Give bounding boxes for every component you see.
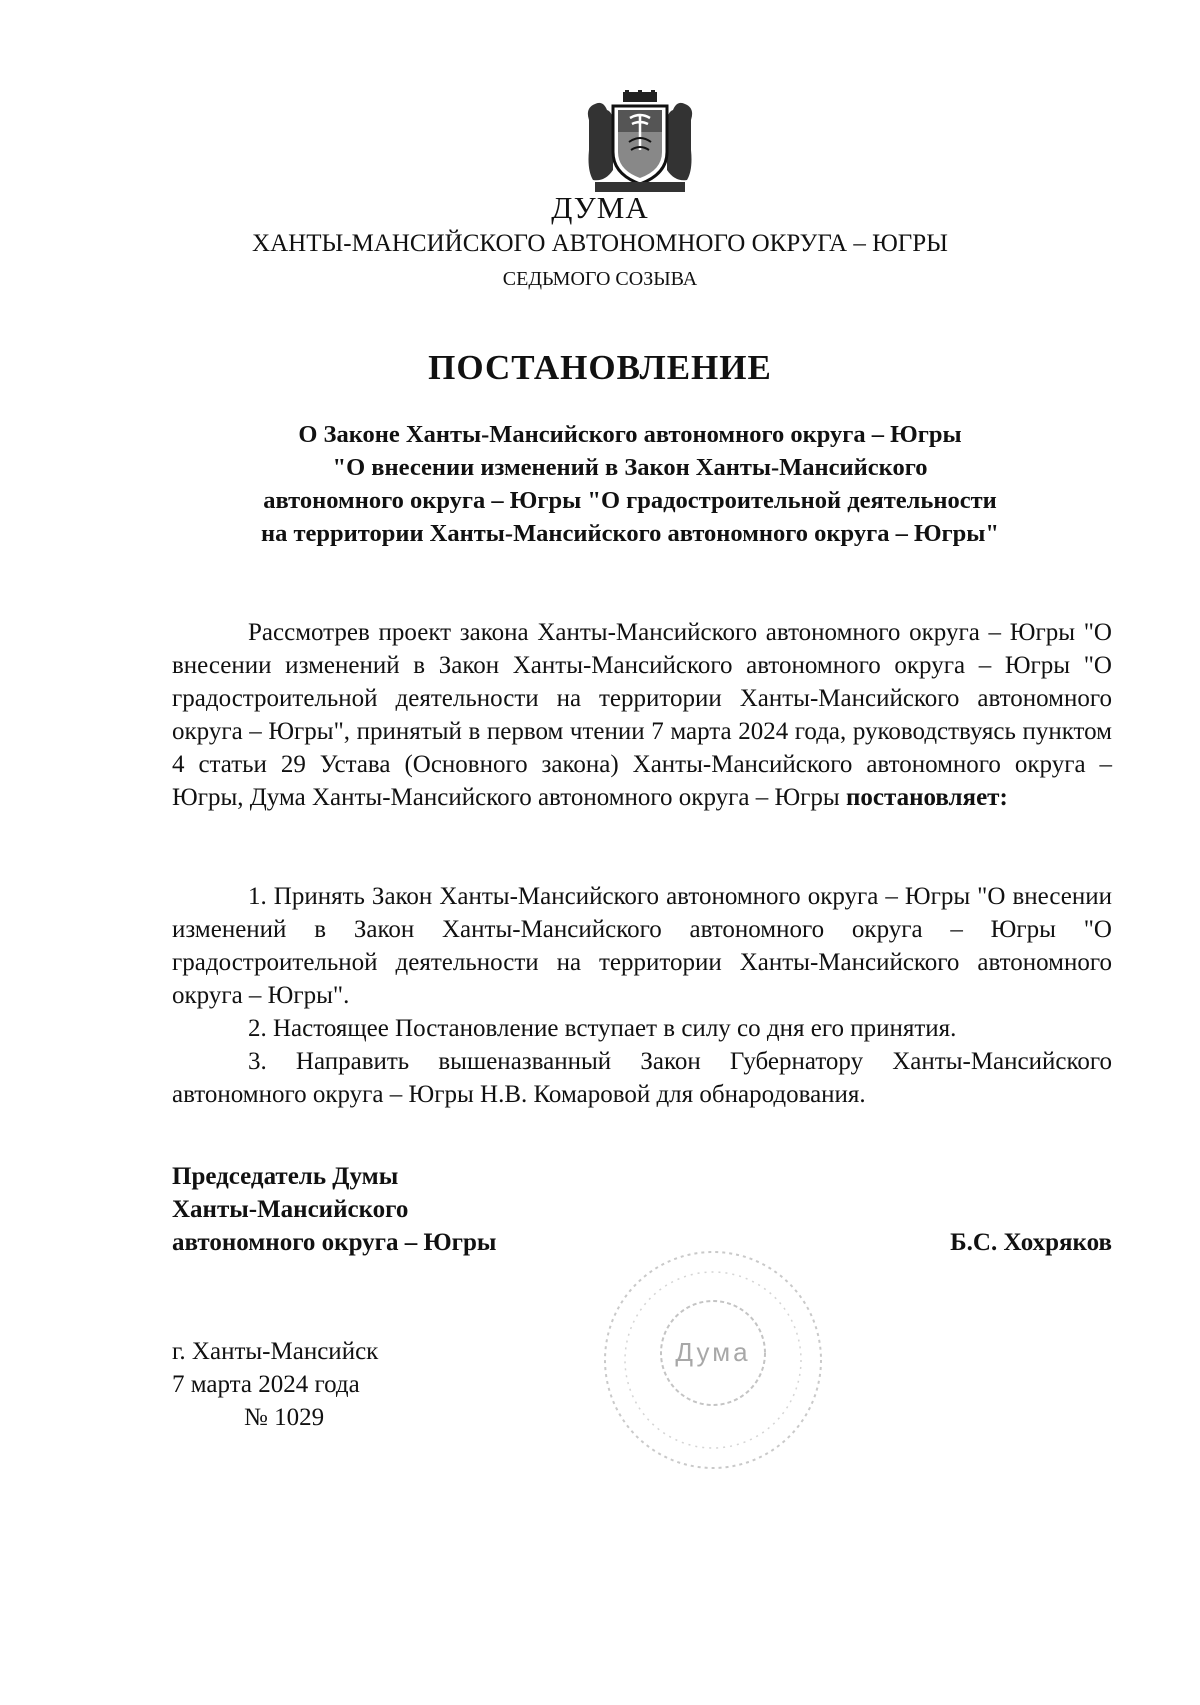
points-list — [172, 880, 1112, 1111]
document-type: ПОСТАНОВЛЕНИЕ — [428, 348, 772, 387]
city: г. Ханты-Мансийск — [172, 1338, 379, 1365]
stamp-text: Дума — [675, 1337, 751, 1367]
title-line: "О внесении изменений в Закон Ханты-Мансийского — [332, 454, 928, 481]
date: 7 марта 2024 года — [172, 1371, 360, 1398]
signer-name: Б.С. Хохряков — [950, 1229, 1112, 1256]
preamble-block — [172, 616, 1112, 814]
org-name: ДУМА — [551, 190, 649, 225]
signer-position-line: автономного округа – Югры — [172, 1229, 497, 1256]
document-number: № 1029 — [244, 1404, 325, 1431]
document-title — [160, 418, 1100, 550]
seal-stamp-icon — [598, 1245, 828, 1475]
title-line: на территории Ханты-Мансийского автономного округа – Югры" — [260, 520, 1000, 547]
title-line: О Законе Ханты-Мансийского автономного округа – Югры — [298, 421, 962, 448]
preamble-text: Рассмотрев проект закона Ханты-Мансийского автономного округа – Югры "О внесении изменений в Закон Ханты-Мансийского автономного округа – Югры "О градостроительной деятельности на территории Ханты-Мансийского автономного округа – Югры", принятый в первом чтении 7 марта 2024 года, руководствуясь пунктом 4 статьи 29 Устава (Основного закона) Ханты-Мансийского автономного округа – Югры, Дума Ханты-Мансийского автономного округа – Югры — [172, 619, 1112, 811]
coat-of-arms-icon — [585, 90, 695, 195]
resolves-word: постановляет: — [845, 784, 1008, 811]
list-item: 3. Направить вышеназванный Закон Губернатору Ханты-Мансийского автономного округа – Югры Н.В. Комаровой для обнародования. — [172, 1048, 1112, 1108]
convocation: СЕДЬМОГО СОЗЫВА — [502, 268, 698, 290]
document-meta — [172, 1335, 378, 1434]
list-item: 1. Принять Закон Ханты-Мансийского автономного округа – Югры "О внесении изменений в Закон Ханты-Мансийского автономного округа – Югры "О градостроительной деятельности на территории Ханты-Мансийского автономного округа – Югры". — [172, 883, 1112, 1009]
preamble-paragraph — [172, 616, 1112, 814]
signer-position-line: Ханты-Мансийского — [172, 1196, 409, 1223]
region-name: ХАНТЫ-МАНСИЙСКОГО АВТОНОМНОГО ОКРУГА – ЮГРЫ — [252, 230, 948, 257]
list-item: 2. Настоящее Постановление вступает в силу со дня его принятия. — [248, 1015, 957, 1042]
title-line: автономного округа – Югры "О градостроительной деятельности — [263, 487, 997, 514]
signer-position-line: Председатель Думы — [172, 1163, 399, 1190]
